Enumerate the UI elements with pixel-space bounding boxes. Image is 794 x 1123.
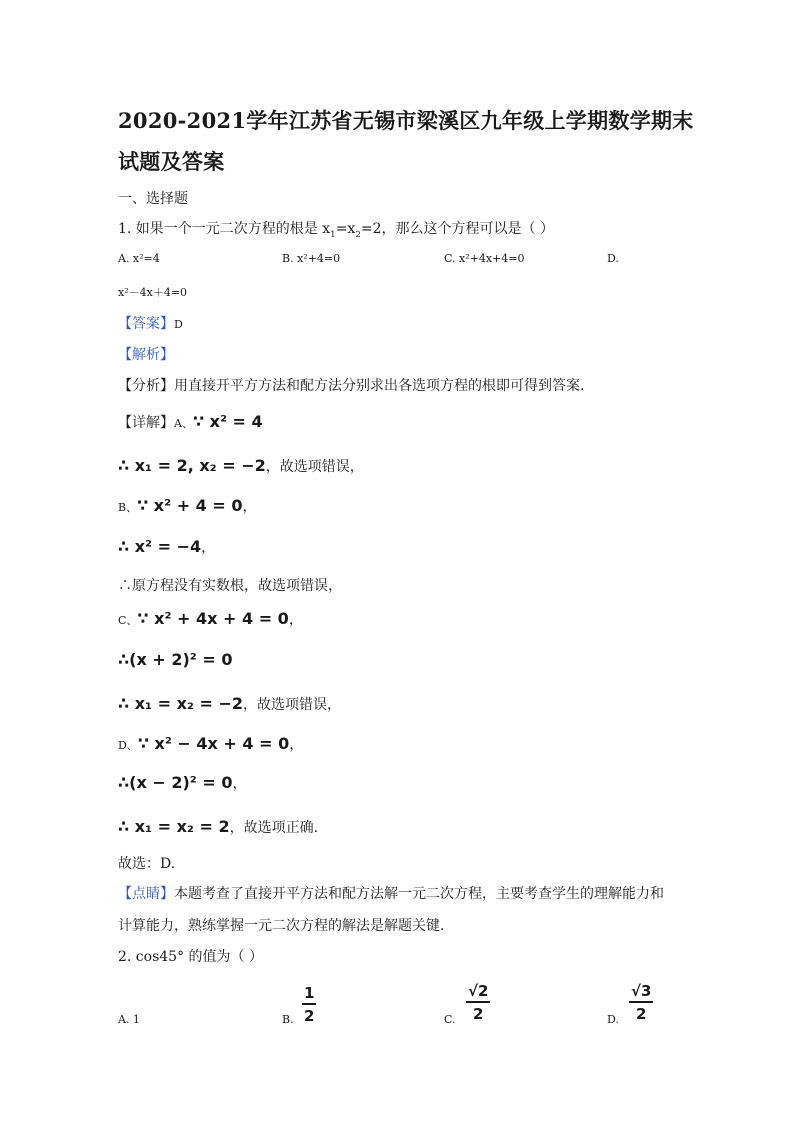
q1-option-d: D. <box>607 252 619 265</box>
math-b2: ∴ x² = −4 <box>118 537 202 556</box>
q2-stem: 2. cos45° 的值为（ ） <box>118 949 263 965</box>
detail-a-prefix: A、 <box>174 417 193 430</box>
math-c1: ∵ x² + 4x + 4 = 0 <box>137 609 289 628</box>
q2-fraction-c <box>466 982 490 1023</box>
title-line-1: 2020-2021学年江苏省无锡市梁溪区九年级上学期数学期末 <box>118 108 694 133</box>
detail-c <box>118 609 303 629</box>
q2-option-a: A. 1 <box>118 1013 140 1026</box>
math-d2: ∴(x − 2)² = 0 <box>118 773 233 792</box>
detail-b <box>118 496 256 516</box>
q2-fraction-b <box>302 984 316 1025</box>
answer-value: D <box>174 318 183 331</box>
detail-b-text: ， <box>242 499 257 515</box>
q2-option-d: D. <box>607 1013 619 1026</box>
q1-stem <box>118 218 554 240</box>
detail-b3: ∴原方程没有实数根，故选项错误， <box>118 578 342 594</box>
detail-d3 <box>118 817 318 837</box>
fenxi-label: 【分析】 <box>118 378 174 394</box>
section-heading: 一、选择题 <box>118 191 188 207</box>
detail-c3-text: ，故选项错误， <box>243 697 341 713</box>
q1-option-a: A. x²=4 <box>118 252 160 265</box>
math-d3: ∴ x₁ = x₂ = 2 <box>118 817 230 836</box>
fraction-b-denominator: 2 <box>304 1007 315 1025</box>
q1-sub2: 2 <box>355 229 361 240</box>
q1-sub1: 1 <box>330 229 336 240</box>
q2-option-c: C. <box>444 1013 456 1026</box>
title-line-2: 试题及答案 <box>118 149 225 174</box>
math-c2: ∴(x + 2)² = 0 <box>118 650 233 669</box>
detail-label: 【详解】 <box>118 415 174 431</box>
fraction-d-numerator: √3 <box>629 982 653 1003</box>
analysis-label: 【解析】 <box>118 347 174 363</box>
fraction-c-denominator: 2 <box>473 1005 484 1023</box>
detail-b2-text: ， <box>201 540 216 556</box>
q2-option-b: B. <box>282 1013 294 1026</box>
detail-d <box>118 734 303 754</box>
detail-a2 <box>118 456 364 476</box>
q1-answer <box>118 313 183 333</box>
math-d1: ∵ x² − 4x + 4 = 0 <box>137 734 290 753</box>
dianjing-label: 【点睛】 <box>118 886 174 902</box>
dianjing-1 <box>118 883 664 903</box>
math-b1: ∵ x² + 4 = 0 <box>137 496 243 515</box>
fraction-d-denominator: 2 <box>636 1005 647 1023</box>
detail-c-prefix: C、 <box>118 614 138 627</box>
q1-stem-post: =2，那么这个方程可以是（ ） <box>360 221 554 237</box>
math-c3: ∴ x₁ = x₂ = −2 <box>118 694 243 713</box>
detail-a <box>118 412 263 432</box>
dianjing-text-1: 本题考查了直接开平方法和配方法解一元二次方程，主要考查学生的理解能力和 <box>174 886 664 902</box>
detail-d-prefix: D、 <box>118 739 138 752</box>
detail-a2-text: ，故选项错误， <box>265 459 364 475</box>
detail-d-text: ， <box>289 737 304 753</box>
detail-c3 <box>118 694 341 714</box>
math-a2: ∴ x₁ = 2, x₂ = −2 <box>118 456 266 475</box>
q1-option-c: C. x²+4x+4=0 <box>444 252 525 265</box>
q1-option-d-equation: x²－4x＋4=0 <box>118 286 188 299</box>
q1-stem-pre: 1. 如果一个一元二次方程的根是 x <box>118 221 331 237</box>
detail-d2-text: ， <box>232 776 247 792</box>
fenxi-text: 用直接开平方方法和配方法分别求出各选项方程的根即可得到答案. <box>174 378 585 394</box>
math-a1: ∵ x² = 4 <box>192 412 263 431</box>
answer-label: 【答案】 <box>118 316 174 332</box>
detail-b-prefix: B、 <box>118 501 138 514</box>
choose-text: 故选：D. <box>118 856 176 872</box>
q1-stem-mid: =x <box>335 221 356 237</box>
detail-d3-text: ，故选项正确. <box>229 820 319 836</box>
detail-d2 <box>118 773 246 793</box>
fraction-c-numerator: √2 <box>466 982 490 1003</box>
q2-fraction-d <box>629 982 653 1023</box>
q1-option-b: B. x²+4=0 <box>282 252 341 265</box>
fraction-b-numerator: 1 <box>302 984 316 1005</box>
q1-fenxi <box>118 375 584 395</box>
dianjing-2: 计算能力，熟练掌握一元二次方程的解法是解题关键. <box>118 918 445 934</box>
detail-c-text: ， <box>288 612 303 628</box>
detail-c2 <box>118 650 232 669</box>
detail-b2 <box>118 537 215 557</box>
